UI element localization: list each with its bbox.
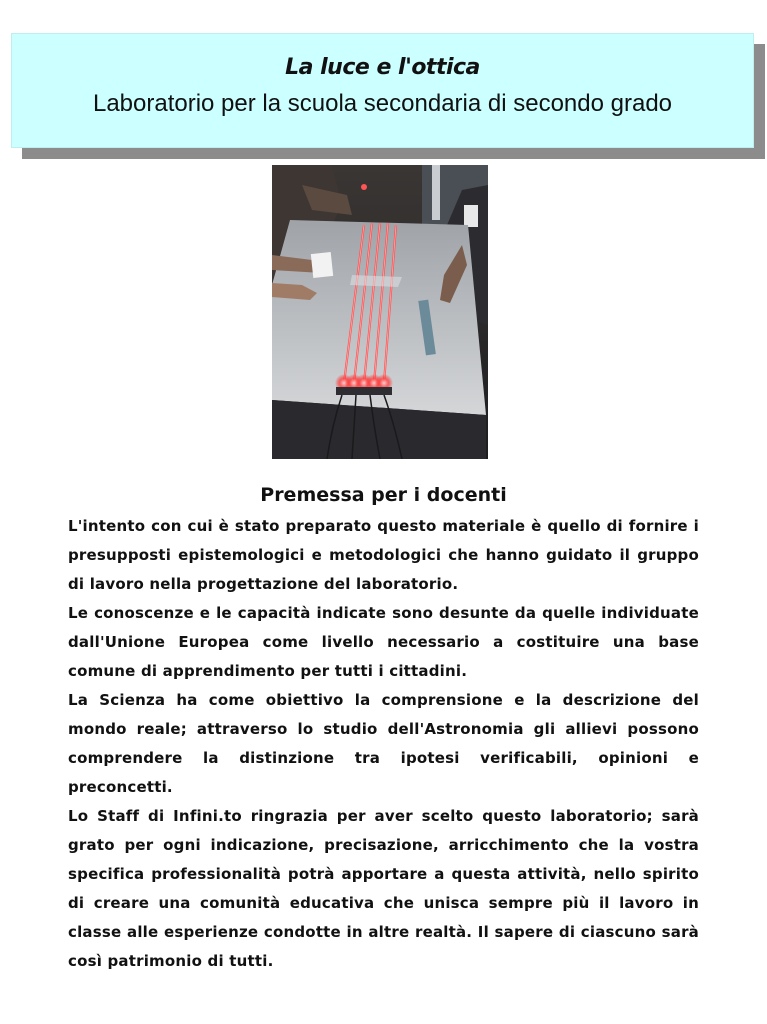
section-title: Premessa per i docenti <box>260 484 507 506</box>
header-box <box>11 33 754 148</box>
paragraph: L'intento con cui è stato preparato questo materiale è quello di fornire i presupposti epistemologici e metodologici che hanno guidato il gruppo di lavoro nella progettazione del laboratorio. <box>68 517 699 593</box>
laser-experiment-photo <box>272 165 488 459</box>
paragraph: Lo Staff di Infini.to ringrazia per aver scelto questo laboratorio; sarà grato per ogni indicazione, precisazione, arricchimento che la vostra specifica professionalità potrà apportare a questa attività, nello spirito di creare una comunità educativa che unisca sempre più il lavoro in classe alle esperienze condotte in altre realtà. Il sapere di ciascuno sarà così patrimonio di tutti. <box>68 807 699 970</box>
paragraph: La Scienza ha come obiettivo la comprensione e la descrizione del mondo reale; attraverso lo studio dell'Astronomia gli allievi possono comprendere la distinzione tra ipotesi verificabili, opinioni e preconcetti. <box>68 691 699 796</box>
laser-ray-box-photo-icon <box>272 165 488 459</box>
document-subtitle: Laboratorio per la scuola secondaria di secondo grado <box>92 90 673 117</box>
paragraph: Le conoscenze e le capacità indicate sono desunte da quelle individuate dall'Unione Europea come livello necessario a costituire una base comune di apprendimento per tutti i cittadini. <box>68 604 699 680</box>
premessa-section <box>68 484 699 976</box>
document-title: La luce e l'ottica <box>285 55 480 80</box>
